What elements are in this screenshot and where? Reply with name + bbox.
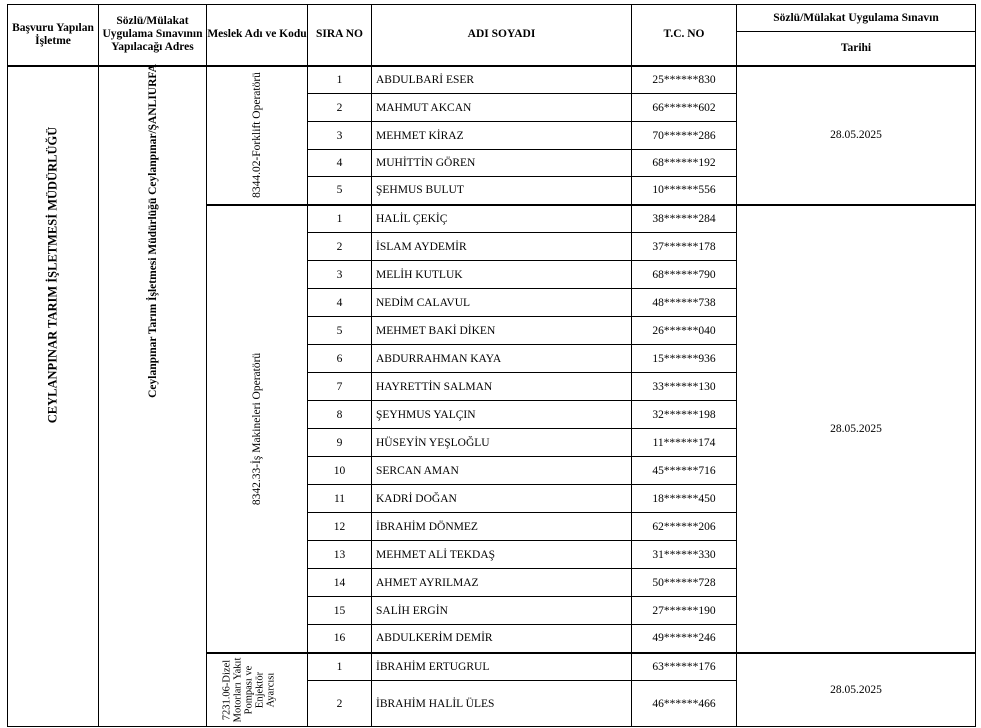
candidate-name-cell: HALİL ÇEKİÇ [372,205,632,233]
tc-no-cell: 27******190 [632,597,737,625]
table-body [8,63,976,727]
sira-no-cell: 7 [308,373,372,401]
sira-no-cell: 15 [308,597,372,625]
table-row [8,66,976,94]
tc-no-cell: 46******466 [632,681,737,727]
tc-no-cell: 18******450 [632,485,737,513]
sira-no-cell: 3 [308,261,372,289]
header-institution: Başvuru Yapılan İşletme [8,5,99,66]
candidate-name-cell: AHMET AYRILMAZ [372,569,632,597]
sira-no-cell: 2 [308,233,372,261]
header-address: Sözlü/Mülakat Uygulama Sınavının Yapılacağı Adres [99,5,207,66]
candidate-name-cell: MELİH KUTLUK [372,261,632,289]
sira-no-cell: 12 [308,513,372,541]
exam-address: Ceylanpınar Tarım İşletmesi Müdürlüğü Ceylanpınar/ŞANLIURFA [146,63,159,398]
tc-no-cell: 31******330 [632,541,737,569]
candidate-name-cell: MUHİTTİN GÖREN [372,150,632,177]
profession-cell [207,653,308,727]
tc-no-cell: 32******198 [632,401,737,429]
candidate-name-cell: HÜSEYİN YEŞLOĞLU [372,429,632,457]
candidate-table [7,4,976,727]
sira-no-cell: 1 [308,653,372,681]
tc-no-cell: 33******130 [632,373,737,401]
tc-no-cell: 48******738 [632,289,737,317]
exam-date-cell: 28.05.2025 [737,653,976,727]
candidate-name-cell: HAYRETTİN SALMAN [372,373,632,401]
candidate-name-cell: ŞEHMUS BULUT [372,177,632,205]
candidate-name-cell: NEDİM CALAVUL [372,289,632,317]
tc-no-cell: 45******716 [632,457,737,485]
candidate-name-cell: İBRAHİM HALİL ÜLES [372,681,632,727]
candidate-name-cell: MEHMET BAKİ DİKEN [372,317,632,345]
exam-date-cell: 28.05.2025 [737,66,976,205]
profession-name: 8342.33-İş Makineleri Operatörü [251,352,263,505]
profession-name: 7231.06-Dizel Motorları Yakıt Pompası ve Enjektör Ayarcısı [221,657,277,723]
header-name: ADI SOYADI [372,5,632,66]
sira-no-cell: 11 [308,485,372,513]
tc-no-cell: 70******286 [632,122,737,150]
candidate-name-cell: ABDULKERİM DEMİR [372,625,632,653]
tc-no-cell: 50******728 [632,569,737,597]
candidate-name-cell: ŞEYHMUS YALÇIN [372,401,632,429]
candidate-name-cell: ABDURRAHMAN KAYA [372,345,632,373]
sira-no-cell: 1 [308,66,372,94]
header-exam-top: Sözlü/Mülakat Uygulama Sınavın [737,5,976,32]
tc-no-cell: 25******830 [632,66,737,94]
candidate-name-cell: İBRAHİM ERTUGRUL [372,653,632,681]
sira-no-cell: 2 [308,94,372,122]
sira-no-cell: 5 [308,317,372,345]
profession-cell [207,205,308,653]
tc-no-cell: 26******040 [632,317,737,345]
tc-no-cell: 37******178 [632,233,737,261]
sira-no-cell: 16 [308,625,372,653]
header-profession: Meslek Adı ve Kodu [207,5,308,66]
sira-no-cell: 6 [308,345,372,373]
candidate-name-cell: İSLAM AYDEMİR [372,233,632,261]
header-tc-no: T.C. NO [632,5,737,66]
address-cell [99,63,207,727]
tc-no-cell: 49******246 [632,625,737,653]
tc-no-cell: 11******174 [632,429,737,457]
header-sira-no: SIRA NO [308,5,372,66]
sira-no-cell: 1 [308,205,372,233]
candidate-name-cell: KADRİ DOĞAN [372,485,632,513]
tc-no-cell: 38******284 [632,205,737,233]
tc-no-cell: 63******176 [632,653,737,681]
sira-no-cell: 14 [308,569,372,597]
candidate-name-cell: İBRAHİM DÖNMEZ [372,513,632,541]
candidate-name-cell: MEHMET ALİ TEKDAŞ [372,541,632,569]
tc-no-cell: 62******206 [632,513,737,541]
profession-name: 8344.02-Forklift Operatörü [251,72,263,198]
candidate-name-cell: ABDULBARİ ESER [372,66,632,94]
sira-no-cell: 13 [308,541,372,569]
exam-date-cell: 28.05.2025 [737,205,976,653]
candidate-name-cell: MAHMUT AKCAN [372,94,632,122]
tc-no-cell: 66******602 [632,94,737,122]
sira-no-cell: 9 [308,429,372,457]
tc-no-cell: 68******192 [632,150,737,177]
sira-no-cell: 4 [308,150,372,177]
sira-no-cell: 10 [308,457,372,485]
sira-no-cell: 5 [308,177,372,205]
candidate-name-cell: SALİH ERGİN [372,597,632,625]
header-exam-date: Tarihi [737,32,976,66]
institution-name: CEYLANPINAR TARIM İŞLETMESİ MÜDÜRLÜĞÜ [45,126,60,423]
institution-cell [8,66,99,727]
candidate-name-cell: SERCAN AMAN [372,457,632,485]
header-row-top [8,5,976,32]
sira-no-cell: 2 [308,681,372,727]
tc-no-cell: 68******790 [632,261,737,289]
tc-no-cell: 10******556 [632,177,737,205]
profession-cell [207,66,308,205]
sira-no-cell: 3 [308,122,372,150]
tc-no-cell: 15******936 [632,345,737,373]
sira-no-cell: 4 [308,289,372,317]
candidate-name-cell: MEHMET KİRAZ [372,122,632,150]
sira-no-cell: 8 [308,401,372,429]
